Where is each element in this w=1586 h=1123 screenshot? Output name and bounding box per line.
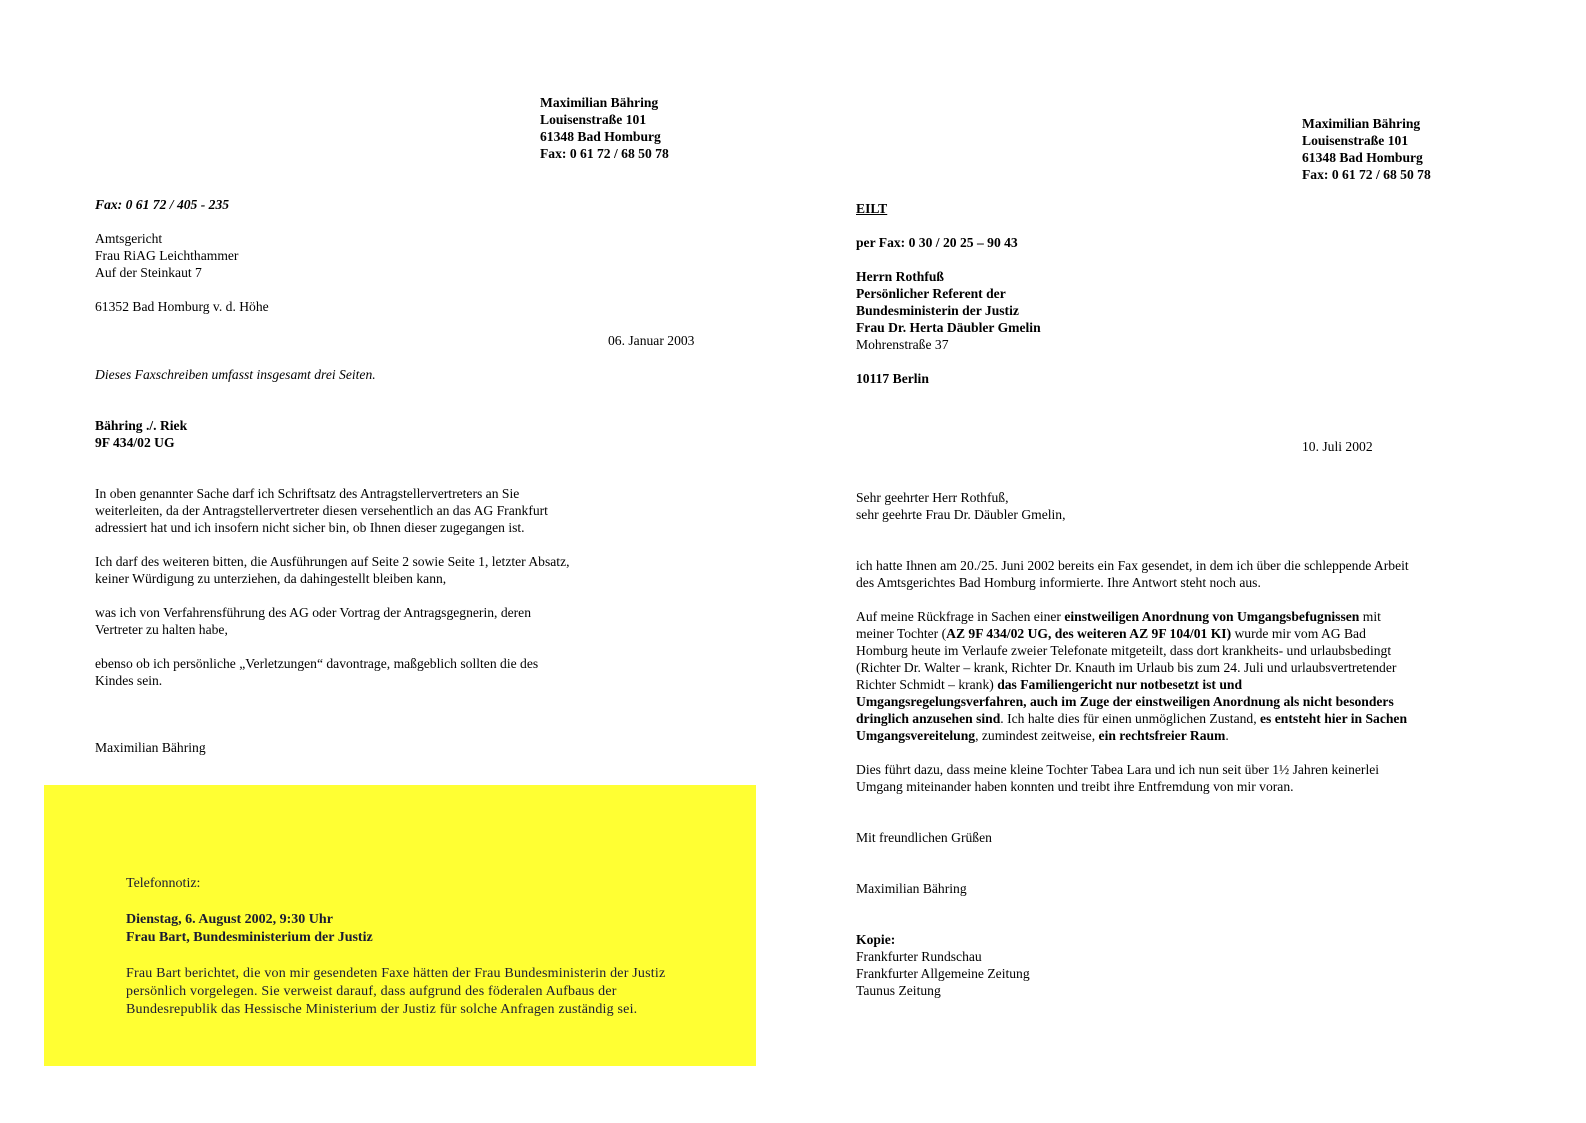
copy-recipient: Frankfurter Allgemeine Zeitung	[856, 966, 1030, 981]
urgent-marker: EILT	[856, 201, 888, 216]
left-sender-address	[540, 94, 669, 162]
recipient-line: Frau Dr. Herta Däubler Gmelin	[856, 320, 1041, 335]
text-line: des Amtsgerichtes Bad Homburg informierte. Ihre Antwort steht noch aus.	[856, 575, 1261, 590]
sender-fax: Fax: 0 61 72 / 68 50 78	[540, 146, 669, 161]
phone-note	[44, 785, 756, 1066]
left-paragraph-3	[95, 604, 531, 638]
copy-recipients	[856, 931, 1030, 999]
copy-recipient: Taunus Zeitung	[856, 983, 941, 998]
text-line: keiner Würdigung zu unterziehen, da dahingestellt bleiben kann,	[95, 571, 447, 586]
text-line: sehr geehrte Frau Dr. Däubler Gmelin,	[856, 507, 1066, 522]
left-case-reference	[95, 417, 187, 451]
sender-city: 61348 Bad Homburg	[540, 129, 661, 144]
text-line: Sehr geehrter Herr Rothfuß,	[856, 490, 1009, 505]
text-line: ich hatte Ihnen am 20./25. Juni 2002 bereits ein Fax gesendet, in dem ich über die schleppende Arbeit	[856, 558, 1409, 573]
phone-note-label: Telefonnotiz:	[126, 876, 201, 891]
left-recipient-city: 61352 Bad Homburg v. d. Höhe	[95, 299, 269, 314]
right-paragraph-2	[856, 608, 1407, 744]
left-paragraph-2	[95, 553, 570, 587]
text-line: dringlich anzusehen sind. Ich halte dies für einen unmöglichen Zustand, es entsteht hier in Sachen	[856, 711, 1408, 726]
recipient-line: Auf der Steinkaut 7	[95, 265, 202, 280]
recipient-line: Amtsgericht	[95, 231, 163, 246]
text-line: Umgang miteinander haben konnten und treibt ihre Entfremdung von mir voran.	[856, 779, 1294, 794]
right-signature: Maximilian Bähring	[856, 881, 967, 896]
salutation	[856, 489, 1066, 523]
sender-name: Maximilian Bähring	[1302, 116, 1421, 131]
text-line: Richter Schmidt – krank) das Familiengericht nur notbesetzt ist und	[856, 677, 1243, 692]
phone-note-person: Frau Bart, Bundesministerium der Justiz	[126, 930, 373, 945]
phone-note-date: Dienstag, 6. August 2002, 9:30 Uhr	[126, 912, 333, 927]
right-recipient-fax: per Fax: 0 30 / 20 25 – 90 43	[856, 235, 1018, 250]
sender-street: Louisenstraße 101	[1302, 133, 1409, 148]
text-line: was ich von Verfahrensführung des AG oder Vortrag der Antragsgegnerin, deren	[95, 605, 532, 620]
text-line: persönlich vorgelegen. Sie verweist darauf, dass aufgrund des föderalen Aufbaus der	[126, 984, 617, 999]
phone-note-heading	[126, 911, 665, 947]
text-line: Homburg heute im Verlaufe zweier Telefonate mitgeteilt, dass dort krankheits- und urlaubsbedingt	[856, 643, 1392, 658]
left-pages-note: Dieses Faxschreiben umfasst insgesamt drei Seiten.	[95, 367, 376, 382]
text-line: weiterleiten, da der Antragstellervertreter diesen versehentlich an das AG Frankfurt	[95, 503, 548, 518]
copy-recipient: Frankfurter Rundschau	[856, 949, 982, 964]
text-line: meiner Tochter (AZ 9F 434/02 UG, des weiteren AZ 9F 104/01 KI) wurde mir vom AG Bad	[856, 626, 1366, 641]
text-line: Umgangsregelungsverfahren, auch im Zuge der einstweiligen Anordnung als nicht besonders	[856, 694, 1394, 709]
text-line: Vertreter zu halten habe,	[95, 622, 228, 637]
recipient-line: Herrn Rothfuß	[856, 269, 944, 284]
left-signature: Maximilian Bähring	[95, 740, 206, 755]
text-line: Kindes sein.	[95, 673, 163, 688]
text-line: Auf meine Rückfrage in Sachen einer einstweiligen Anordnung von Umgangsbefugnissen mit	[856, 609, 1381, 624]
sender-street: Louisenstraße 101	[540, 112, 647, 127]
text-line: Umgangsvereitelung, zumindest zeitweise, ein rechtsfreier Raum.	[856, 728, 1229, 743]
left-recipient-address	[95, 230, 238, 281]
case-parties: Bähring ./. Riek	[95, 418, 188, 433]
phone-note-text	[126, 965, 665, 1019]
text-line: Dies führt dazu, dass meine kleine Tochter Tabea Lara und ich nun seit über 1½ Jahren keinerlei	[856, 762, 1380, 777]
text-line: adressiert hat und ich insofern nicht sicher bin, ob Ihnen dieser zugegangen ist.	[95, 520, 525, 535]
text-line: Ich darf des weiteren bitten, die Ausführungen auf Seite 2 sowie Seite 1, letzter Absatz,	[95, 554, 570, 569]
recipient-line: Bundesministerin der Justiz	[856, 303, 1019, 318]
left-recipient-fax: Fax: 0 61 72 / 405 - 235	[95, 197, 230, 212]
right-paragraph-3	[856, 761, 1379, 795]
right-paragraph-1	[856, 557, 1409, 591]
left-paragraph-1	[95, 485, 548, 536]
case-number: 9F 434/02 UG	[95, 435, 175, 450]
sender-fax: Fax: 0 61 72 / 68 50 78	[1302, 167, 1431, 182]
text-line: Bundesrepublik das Hessische Ministerium der Justiz für solche Anfragen zuständig sei.	[126, 1002, 638, 1017]
recipient-line: Mohrenstraße 37	[856, 337, 949, 352]
right-letter-date: 10. Juli 2002	[1302, 439, 1373, 454]
left-paragraph-4	[95, 655, 538, 689]
recipient-line: Frau RiAG Leichthammer	[95, 248, 239, 263]
text-line: Frau Bart berichtet, die von mir gesendeten Faxe hätten der Frau Bundesministerin der Justiz	[126, 966, 666, 981]
sender-name: Maximilian Bähring	[540, 95, 659, 110]
recipient-line: Persönlicher Referent der	[856, 286, 1006, 301]
closing: Mit freundlichen Grüßen	[856, 830, 992, 845]
text-line: In oben genannter Sache darf ich Schriftsatz des Antragstellervertreters an Sie	[95, 486, 520, 501]
text-line: (Richter Dr. Walter – krank, Richter Dr. Knauth im Urlaub bis zum 24. Juli und urlaubsvertretender	[856, 660, 1397, 675]
right-recipient-city: 10117 Berlin	[856, 371, 929, 386]
left-letter-date: 06. Januar 2003	[608, 333, 695, 348]
sender-city: 61348 Bad Homburg	[1302, 150, 1423, 165]
copy-label: Kopie:	[856, 932, 896, 947]
right-recipient-address	[856, 268, 1041, 353]
text-line: ebenso ob ich persönliche „Verletzungen“ davontrage, maßgeblich sollten die des	[95, 656, 539, 671]
right-sender-address	[1302, 115, 1431, 183]
